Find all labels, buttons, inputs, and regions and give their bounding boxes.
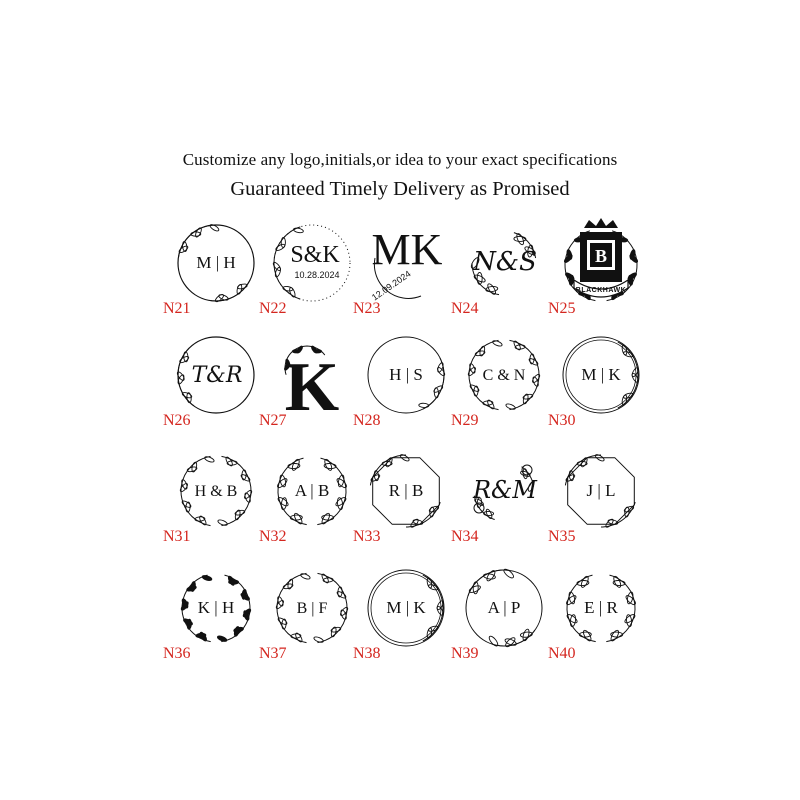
design-code-label: N34	[451, 528, 479, 545]
monogram-emblem	[556, 330, 646, 420]
design-code-label: N36	[163, 645, 191, 662]
design-code-label: N26	[163, 412, 191, 429]
design-code-label: N39	[451, 645, 479, 662]
monogram-text: C & N	[482, 367, 526, 384]
monogram-emblem	[267, 218, 357, 308]
design-code-label: N23	[353, 300, 381, 317]
design-code-label: N29	[451, 412, 479, 429]
design-code-label: N22	[259, 300, 287, 317]
design-code-label: N37	[259, 645, 287, 662]
monogram-text: A | B	[294, 481, 330, 500]
monogram-emblem	[459, 563, 549, 653]
design-code-label: N30	[548, 412, 576, 429]
design-code-label: N21	[163, 300, 191, 317]
monogram-text: J | L	[586, 481, 616, 500]
monogram-emblem	[459, 446, 549, 536]
monogram-text: B | F	[296, 600, 328, 617]
monogram-text: A | P	[487, 598, 521, 617]
svg-text:10.28.2024: 10.28.2024	[294, 270, 340, 280]
monogram-emblem	[459, 218, 549, 308]
headline-delivery: Guaranteed Timely Delivery as Promised	[230, 178, 570, 200]
design-code-label: N35	[548, 528, 576, 545]
monogram-emblem	[556, 563, 646, 653]
monogram-emblem	[361, 446, 451, 536]
design-code-label: N25	[548, 300, 576, 317]
svg-text:T&R: T&R	[191, 363, 243, 388]
monogram-text: E | R	[584, 598, 618, 617]
monogram-emblem	[171, 218, 261, 308]
monogram-emblem	[171, 330, 261, 420]
monogram-emblem	[361, 218, 451, 308]
monogram-emblem	[459, 330, 549, 420]
svg-text:K: K	[284, 349, 340, 426]
design-code-label: N40	[548, 645, 576, 662]
monogram-emblem	[171, 563, 261, 653]
svg-text:BLACKHAWK: BLACKHAWK	[575, 287, 627, 294]
design-code-label: N38	[353, 645, 381, 662]
monogram-emblem	[556, 446, 646, 536]
monogram-text: K | H	[197, 598, 235, 617]
svg-text:MK: MK	[371, 225, 443, 274]
monogram-text: M | K	[581, 365, 621, 384]
monogram-emblem	[361, 563, 451, 653]
design-code-label: N33	[353, 528, 381, 545]
svg-text:N&S: N&S	[473, 247, 537, 277]
monogram-text: M | H	[196, 253, 236, 272]
monogram-emblem	[171, 446, 261, 536]
svg-text:B: B	[594, 246, 608, 266]
headline-specifications: Customize any logo,initials,or idea to your exact specifications	[182, 150, 618, 169]
monogram-emblem	[267, 563, 357, 653]
monogram-text: M | K	[386, 598, 426, 617]
design-code-label: N27	[259, 412, 287, 429]
design-code-label: N28	[353, 412, 381, 429]
svg-text:12.09.2024: 12.09.2024	[369, 268, 413, 303]
monogram-text: H & B	[194, 483, 238, 500]
design-code-label: N31	[163, 528, 191, 545]
monogram-emblem	[361, 330, 451, 420]
monogram-emblem	[556, 218, 646, 308]
svg-text:S&K: S&K	[290, 242, 340, 268]
design-code-label: N24	[451, 300, 479, 317]
monogram-emblem	[267, 446, 357, 536]
monogram-text: R | B	[388, 481, 424, 500]
monogram-text: H | S	[389, 365, 423, 384]
design-code-label: N32	[259, 528, 287, 545]
svg-text:R&M: R&M	[472, 476, 538, 504]
